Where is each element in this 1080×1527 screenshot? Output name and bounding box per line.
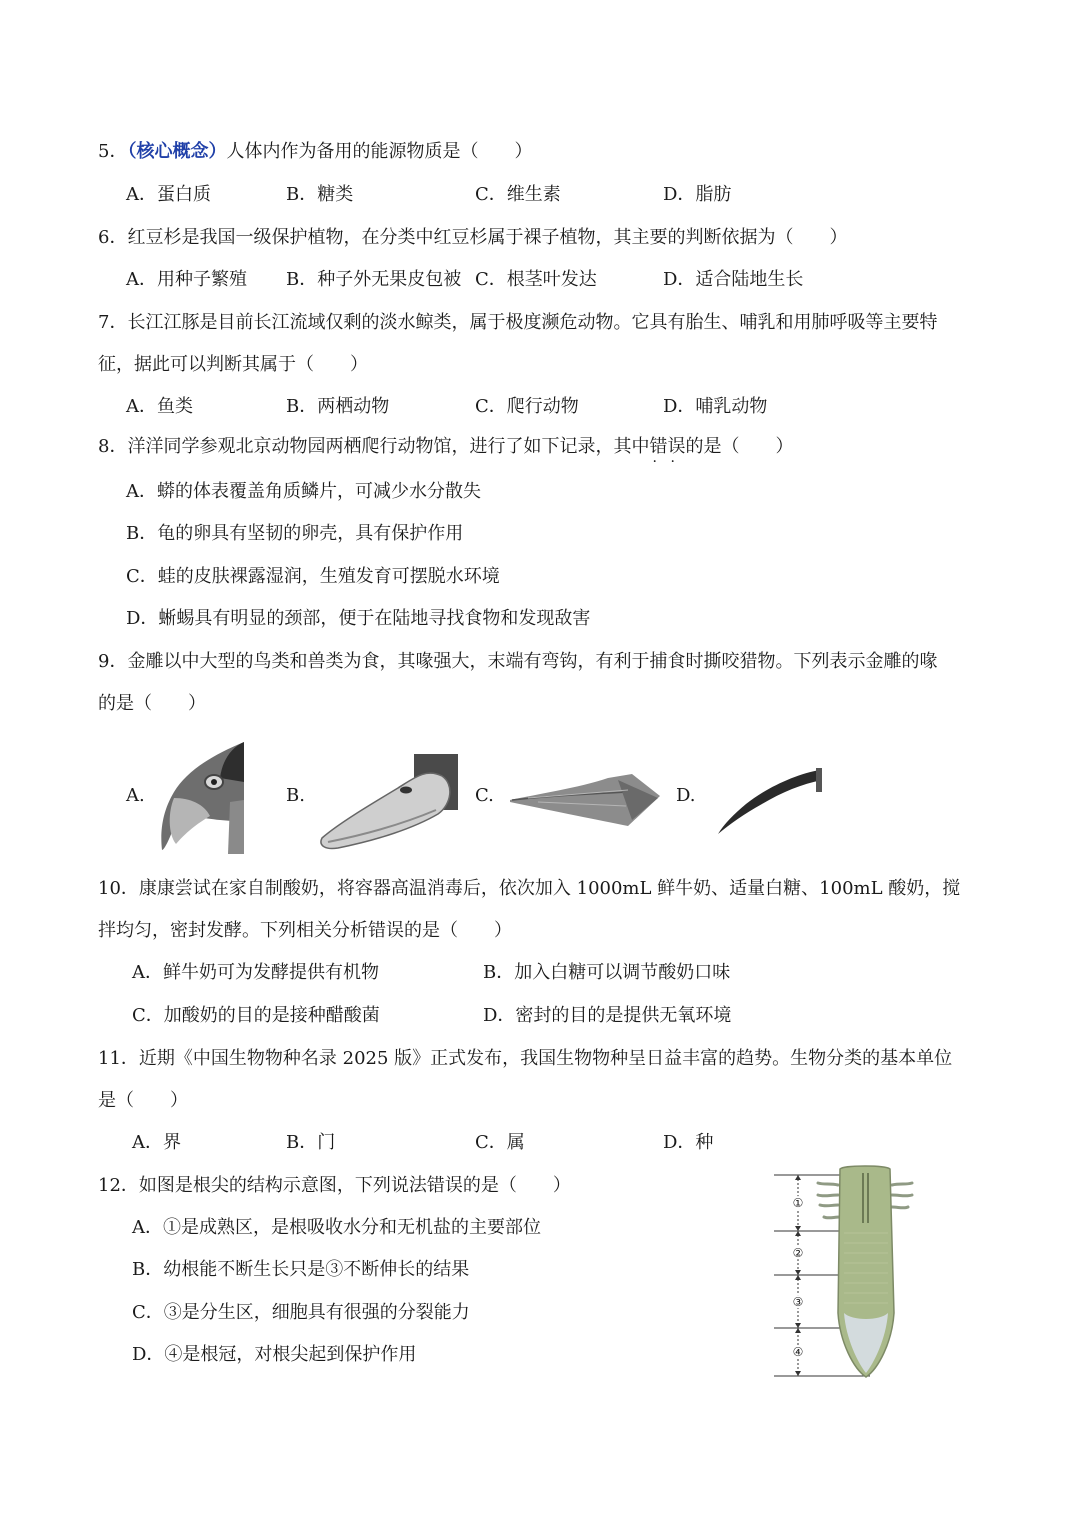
q7-option-d: D．哺乳动物 bbox=[663, 396, 768, 417]
q7-option-c: C．爬行动物 bbox=[475, 396, 579, 417]
q12-option-a: A．①是成熟区，是根吸收水分和无机盐的主要部位 bbox=[132, 1217, 541, 1238]
zone-label-4: ④ bbox=[792, 1345, 804, 1359]
q11-option-d: D．种 bbox=[663, 1132, 714, 1153]
question-10-stem-line2: 拌均匀，密封发酵。下列相关分析错误的是（ ） bbox=[98, 920, 512, 941]
q6-option-d: D．适合陆地生长 bbox=[663, 269, 804, 290]
q5-option-d: D．脂肪 bbox=[663, 184, 732, 205]
q10-option-a: A．鲜牛奶可为发酵提供有机物 bbox=[132, 962, 379, 983]
question-text: 人体内作为备用的能源物质是（ ） bbox=[226, 141, 533, 162]
image-label-a: A. bbox=[126, 785, 145, 806]
question-12-stem: 12．如图是根尖的结构示意图，下列说法错误的是（ ） bbox=[98, 1175, 571, 1196]
q12-option-b: B．幼根能不断生长只是③不断伸长的结果 bbox=[132, 1259, 470, 1280]
question-5-stem bbox=[98, 140, 532, 164]
image-label-c: C. bbox=[475, 785, 494, 806]
question-11-stem-line2: 是（ ） bbox=[98, 1090, 188, 1111]
q7-option-b: B．两栖动物 bbox=[286, 396, 390, 417]
zone-label-3: ③ bbox=[792, 1295, 804, 1309]
zone-label-1: ① bbox=[792, 1196, 804, 1210]
q8-option-d: D．蜥蜴具有明显的颈部，便于在陆地寻找食物和发现敌害 bbox=[126, 608, 591, 629]
question-9-stem-line1: 9．金雕以中大型的鸟类和兽类为食，其喙强大，末端有弯钩，有利于捕食时撕咬猎物。下列表示金雕的喙 bbox=[98, 651, 938, 672]
curved-beak-image bbox=[716, 766, 824, 836]
question-number: 5． bbox=[98, 141, 128, 162]
question-text: 的是（ ） bbox=[685, 436, 794, 457]
q12-option-c: C．③是分生区，细胞具有很强的分裂能力 bbox=[132, 1302, 470, 1323]
q11-option-b: B．门 bbox=[286, 1132, 336, 1153]
root-tip-diagram bbox=[774, 1163, 916, 1381]
q8-option-a: A．蟒的体表覆盖角质鳞片，可减少水分散失 bbox=[126, 481, 481, 502]
q8-option-b: B．龟的卵具有坚韧的卵壳，具有保护作用 bbox=[126, 523, 464, 544]
long-beak-image bbox=[508, 772, 660, 828]
question-10-stem-line1: 10．康康尝试在家自制酸奶，将容器高温消毒后，依次加入 1000mL 鲜牛奶、适量白糖、100mL 酸奶，搅 bbox=[98, 878, 961, 899]
q6-option-b: B．种子外无果皮包被 bbox=[286, 269, 462, 290]
q7-option-a: A．鱼类 bbox=[126, 396, 193, 417]
zone-label-2: ② bbox=[792, 1246, 804, 1260]
emphasized-word: 错误 · · bbox=[649, 436, 686, 470]
q6-option-c: C．根茎叶发达 bbox=[475, 269, 597, 290]
image-label-d: D. bbox=[676, 785, 696, 806]
q5-option-c: C．维生素 bbox=[475, 184, 561, 205]
q6-option-a: A．用种子繁殖 bbox=[126, 269, 247, 290]
q10-option-c: C．加酸奶的目的是接种醋酸菌 bbox=[132, 1005, 380, 1026]
q5-option-a: A．蛋白质 bbox=[126, 184, 211, 205]
q11-option-a: A．界 bbox=[132, 1132, 181, 1153]
q12-option-d: D．④是根冠，对根尖起到保护作用 bbox=[132, 1344, 417, 1365]
q11-option-c: C．属 bbox=[475, 1132, 525, 1153]
q10-option-d: D．密封的目的是提供无氧环境 bbox=[483, 1005, 732, 1026]
q8-option-c: C．蛙的皮肤裸露湿润，生殖发育可摆脱水环境 bbox=[126, 566, 500, 587]
q10-option-b: B．加入白糖可以调节酸奶口味 bbox=[483, 962, 731, 983]
question-6-stem: 6．红豆杉是我国一级保护植物，在分类中红豆杉属于裸子植物，其主要的判断依据为（ ） bbox=[98, 227, 848, 248]
eagle-beak-image bbox=[160, 742, 244, 854]
question-7-stem-line1: 7．长江江豚是目前长江流域仅剩的淡水鲸类，属于极度濒危动物。它具有胎生、哺乳和用肺呼吸等主要特 bbox=[98, 312, 938, 333]
image-label-b: B. bbox=[286, 785, 305, 806]
duck-bill-image bbox=[318, 754, 458, 850]
question-text: 8．洋洋同学参观北京动物园两栖爬行动物馆，进行了如下记录，其中 bbox=[98, 436, 650, 457]
question-8-stem bbox=[98, 435, 794, 470]
question-7-stem-line2: 征，据此可以判断其属于（ ） bbox=[98, 354, 368, 375]
core-concept-tag: （核心概念） bbox=[127, 141, 227, 162]
question-9-stem-line2: 的是（ ） bbox=[98, 693, 206, 714]
question-11-stem-line1: 11．近期《中国生物物种名录 2025 版》正式发布，我国生物物种呈日益丰富的趋势。生物分类的基本单位 bbox=[98, 1048, 953, 1069]
q5-option-b: B．糖类 bbox=[286, 184, 354, 205]
